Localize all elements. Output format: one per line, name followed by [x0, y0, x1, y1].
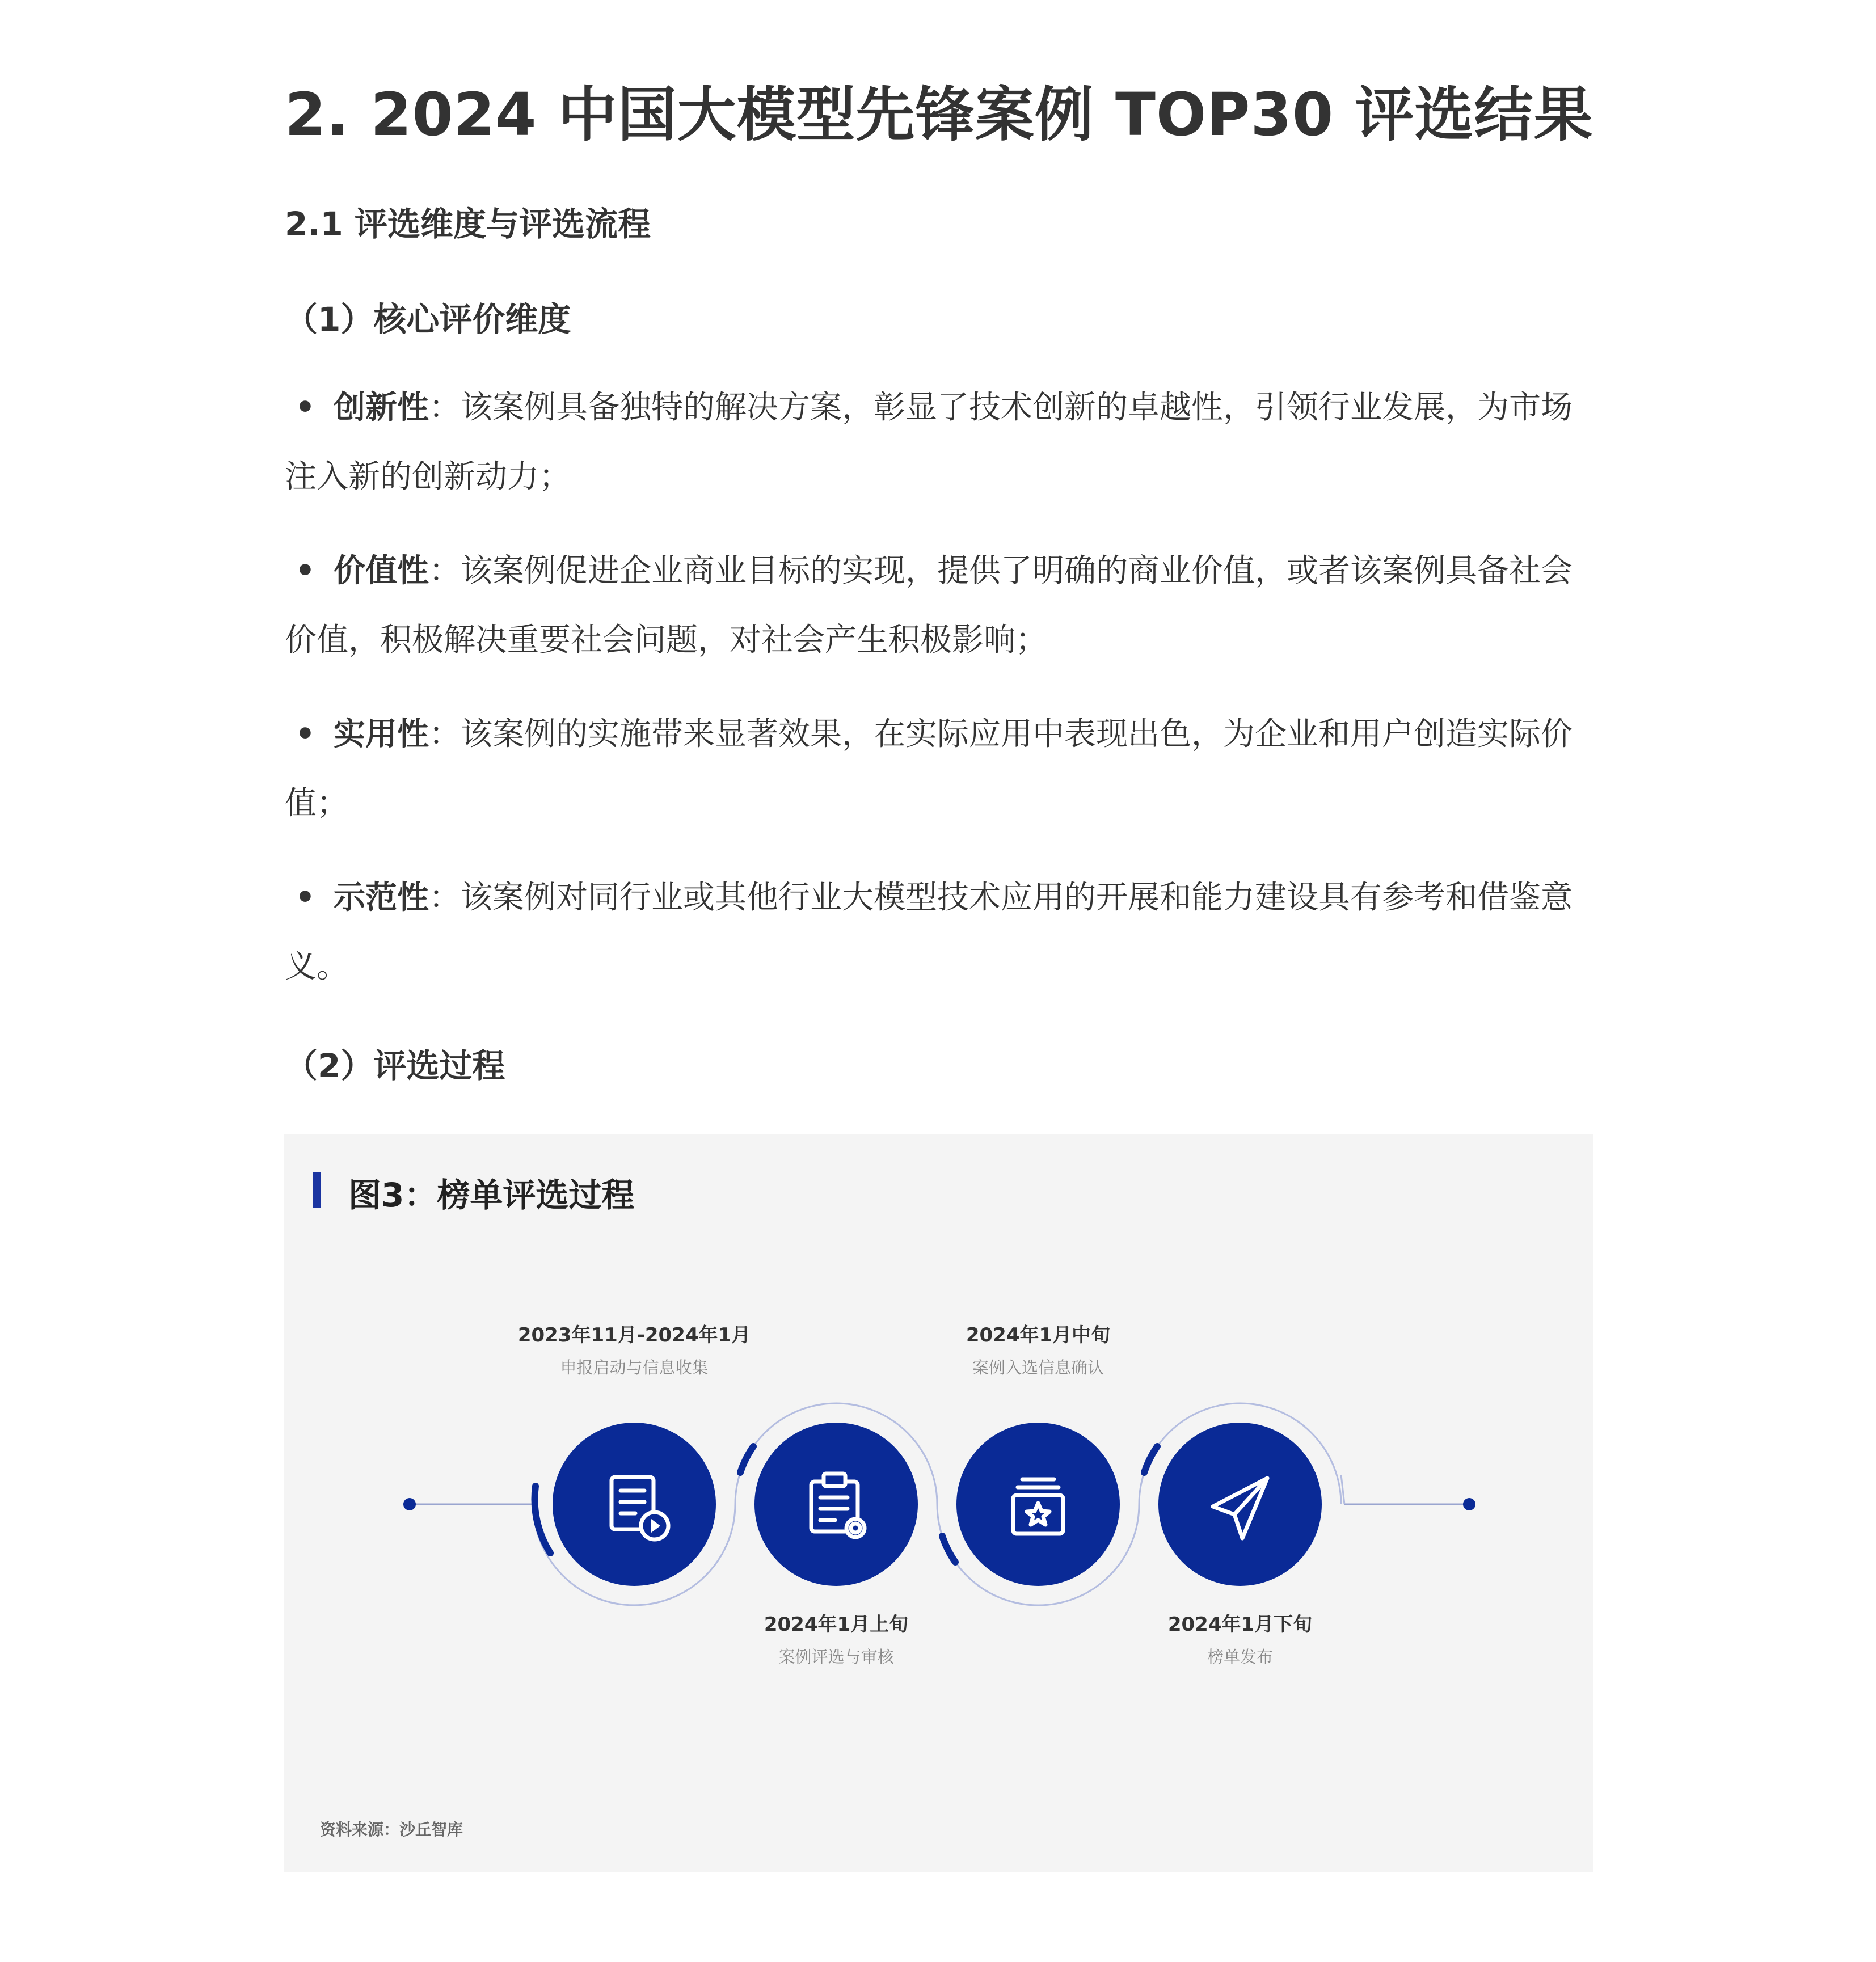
step-1-circle [553, 1423, 716, 1586]
list-item-term: 价值性 [334, 552, 429, 589]
subsection-title-process: （2）评选过程 [285, 1047, 505, 1085]
list-item-text: ：该案例的实施带来显著效果，在实际应用中表现出色，为企业和用户创造实际价值； [285, 716, 1573, 822]
timeline-start-dot [403, 1498, 416, 1510]
step-1-desc: 申报启动与信息收集 [560, 1358, 709, 1377]
step-2-circle [754, 1423, 918, 1586]
step-2-date: 2024年1月上旬 [764, 1613, 909, 1636]
step-1-label [498, 1319, 770, 1378]
step-4-desc: 榜单发布 [1207, 1647, 1273, 1666]
list-item-term: 创新性 [334, 389, 429, 426]
list-item [285, 373, 1590, 512]
page-title: 2. 2024 中国大模型先锋案例 TOP30 评选结果 [285, 80, 1593, 149]
step-2-label [700, 1609, 972, 1668]
section-heading: 2.1 评选维度与评选流程 [285, 205, 651, 243]
step-3-date: 2024年1月中旬 [966, 1324, 1111, 1347]
step-3-desc: 案例入选信息确认 [972, 1358, 1104, 1377]
step-4-label [1104, 1609, 1376, 1668]
step-4-circle [1158, 1423, 1322, 1586]
bullet-icon: • [295, 389, 315, 426]
list-item-text: ：该案例具备独特的解决方案，彰显了技术创新的卓越性，引领行业发展，为市场注入新的创新动力； [285, 389, 1573, 495]
list-item-text: ：该案例促进企业商业目标的实现，提供了明确的商业价值，或者该案例具备社会价值，积极解决重要社会问题，对社会产生积极影响； [285, 552, 1573, 659]
step-1-date: 2023年11月-2024年1月 [517, 1324, 751, 1347]
list-item-term: 实用性 [334, 716, 429, 753]
list-item [285, 863, 1590, 1002]
subsection-title-dimensions: （1）核心评价维度 [285, 300, 571, 339]
list-item [285, 700, 1590, 838]
list-item [285, 537, 1590, 675]
step-2-desc: 案例评选与审核 [778, 1647, 894, 1666]
step-1-ring-accent [535, 1486, 550, 1553]
timeline-end-dot [1463, 1498, 1475, 1510]
bullet-icon: • [295, 716, 315, 753]
step-4-ring-accent [1144, 1446, 1157, 1472]
list-item-term: 示范性 [334, 879, 429, 916]
step-3-ring-accent [942, 1536, 955, 1562]
process-timeline [284, 1134, 1593, 1872]
step-3-label [902, 1319, 1174, 1378]
step-2-ring-accent [740, 1446, 753, 1472]
figure-title: 图3：榜单评选过程 [348, 1176, 635, 1214]
bullet-icon: • [295, 552, 315, 589]
process-figure [284, 1134, 1593, 1872]
step-4-date: 2024年1月下旬 [1167, 1613, 1313, 1636]
bullet-icon: • [295, 879, 315, 916]
list-item-text: ：该案例对同行业或其他行业大模型技术应用的开展和能力建设具有参考和借鉴意义。 [285, 879, 1573, 985]
figure-source: 资料来源：沙丘智库 [320, 1820, 463, 1839]
